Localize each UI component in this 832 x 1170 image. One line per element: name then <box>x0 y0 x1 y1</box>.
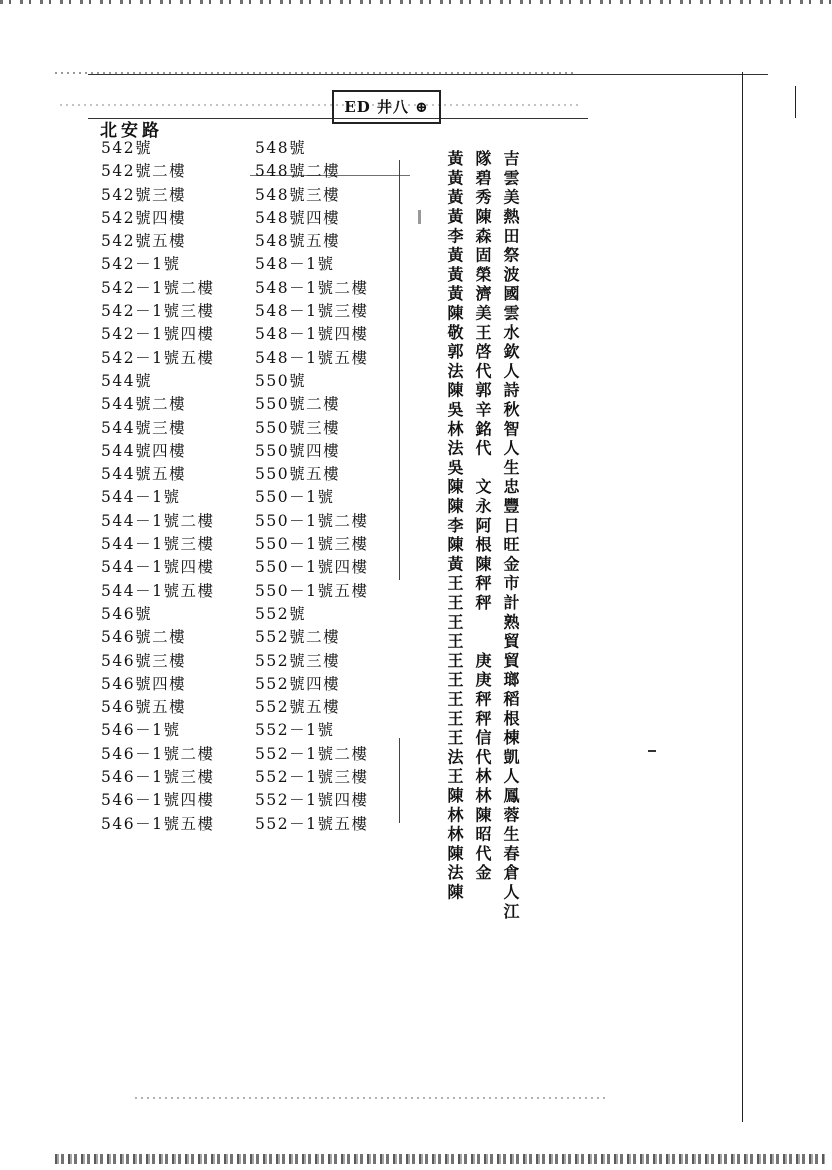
address-entry: 544號三樓 <box>101 418 187 437</box>
resident-names-block <box>443 150 521 1010</box>
address-entry: 552號四樓 <box>255 674 341 693</box>
address-entry: 552號 <box>255 604 307 623</box>
address-entry: 548－1號二樓 <box>255 278 369 297</box>
address-entry: 542－1號五樓 <box>101 348 215 367</box>
address-column-middle <box>255 137 368 836</box>
address-entry: 550－1號 <box>255 488 335 507</box>
address-entry: 550號 <box>255 371 307 390</box>
address-entry: 550－1號五樓 <box>255 581 369 600</box>
address-entry: 550號二樓 <box>255 395 341 414</box>
resident-names-column: 吉雲美熱田祭波國雲水欽人詩秋智人生忠豐日旺金市計熟貿貿瑯稻根棟凱人鳳蓉生春倉人江 <box>501 150 520 922</box>
address-entry: 548號五樓 <box>255 232 341 251</box>
address-entry: 546號二樓 <box>101 628 187 647</box>
address-entry: 550－1號三樓 <box>255 535 369 554</box>
address-entry: 542－1號 <box>101 255 181 274</box>
address-entry: 542－1號三樓 <box>101 302 215 321</box>
address-entry: 546－1號 <box>101 721 181 740</box>
section-title: 北安路 <box>100 121 163 141</box>
address-entry: 552號二樓 <box>255 628 341 647</box>
address-entry: 552號三樓 <box>255 651 341 670</box>
address-entry: 552－1號三樓 <box>255 768 369 787</box>
address-entry: 552號五樓 <box>255 698 341 717</box>
address-entry: 544號五樓 <box>101 465 187 484</box>
address-entry: 544－1號三樓 <box>101 535 215 554</box>
address-entry: 546號四樓 <box>101 674 187 693</box>
address-entry: 542－1號二樓 <box>101 278 215 297</box>
scan-noise-line <box>60 104 580 106</box>
address-entry: 550號四樓 <box>255 441 341 460</box>
address-entry: 542號四樓 <box>101 208 187 227</box>
scan-noise-bottom <box>55 1154 825 1164</box>
address-entry: 542號 <box>101 139 153 157</box>
address-entry: 542號三樓 <box>101 185 187 204</box>
address-entry: 552－1號五樓 <box>255 814 369 833</box>
address-entry: 550號三樓 <box>255 418 341 437</box>
address-entry: 550－1號二樓 <box>255 511 369 530</box>
address-entry: 552－1號四樓 <box>255 791 369 810</box>
scan-noise-top <box>0 0 832 4</box>
address-entry: 544號二樓 <box>101 395 187 414</box>
scan-speck <box>648 750 656 752</box>
address-entry: 546－1號二樓 <box>101 744 215 763</box>
address-entry: 546－1號五樓 <box>101 814 215 833</box>
address-entry: 548－1號三樓 <box>255 302 369 321</box>
address-entry: 548號四樓 <box>255 208 341 227</box>
address-entry: 544－1號五樓 <box>101 581 215 600</box>
address-entry: 552－1號 <box>255 721 335 740</box>
address-entry: 550－1號四樓 <box>255 558 369 577</box>
page-border-right-outer <box>795 86 796 118</box>
address-column-left <box>101 137 214 836</box>
address-entry: 550號五樓 <box>255 465 341 484</box>
address-entry: 546號五樓 <box>101 698 187 717</box>
address-entry: 544號四樓 <box>101 441 187 460</box>
scan-speck <box>418 210 421 224</box>
address-entry: 548－1號五樓 <box>255 348 369 367</box>
address-entry: 544－1號二樓 <box>101 511 215 530</box>
column-divider <box>399 160 400 580</box>
address-entry: 548－1號 <box>255 255 335 274</box>
address-entry: 546號三樓 <box>101 651 187 670</box>
address-entry: 542號二樓 <box>101 162 187 181</box>
address-entry: 546－1號四樓 <box>101 791 215 810</box>
address-entry: 546號 <box>101 604 153 623</box>
scan-noise-line <box>135 1097 605 1099</box>
address-entry: 544－1號四樓 <box>101 558 215 577</box>
address-entry: 544號 <box>101 371 153 390</box>
address-entry: 542－1號四樓 <box>101 325 215 344</box>
resident-names-column: 隊碧秀陳森固榮濟美王啓代郭辛銘代 文永阿根陳秤秤 庚庚秤秤信代林林陳昭代金 <box>473 150 492 884</box>
address-entry: 548號三樓 <box>255 185 341 204</box>
address-entry: 548號 <box>255 139 307 157</box>
resident-names-column: 黃黃黃黃李黃黃黃陳敬郭法陳吳林法吳陳陳李陳黃王王王王王王王王王法王陳林林陳法陳 <box>445 150 464 903</box>
address-entry: 544－1號 <box>101 488 181 507</box>
address-entry: 552－1號二樓 <box>255 744 369 763</box>
address-entry: 548－1號四樓 <box>255 325 369 344</box>
address-entry: 548號二樓 <box>255 162 341 181</box>
address-entry: 542號五樓 <box>101 232 187 251</box>
page-header-tag: ED 井八 ⊕ <box>332 90 441 124</box>
column-divider-lower <box>399 738 400 823</box>
page-border-top <box>88 74 768 75</box>
address-entry: 546－1號三樓 <box>101 768 215 787</box>
page-border-right <box>742 72 743 1122</box>
